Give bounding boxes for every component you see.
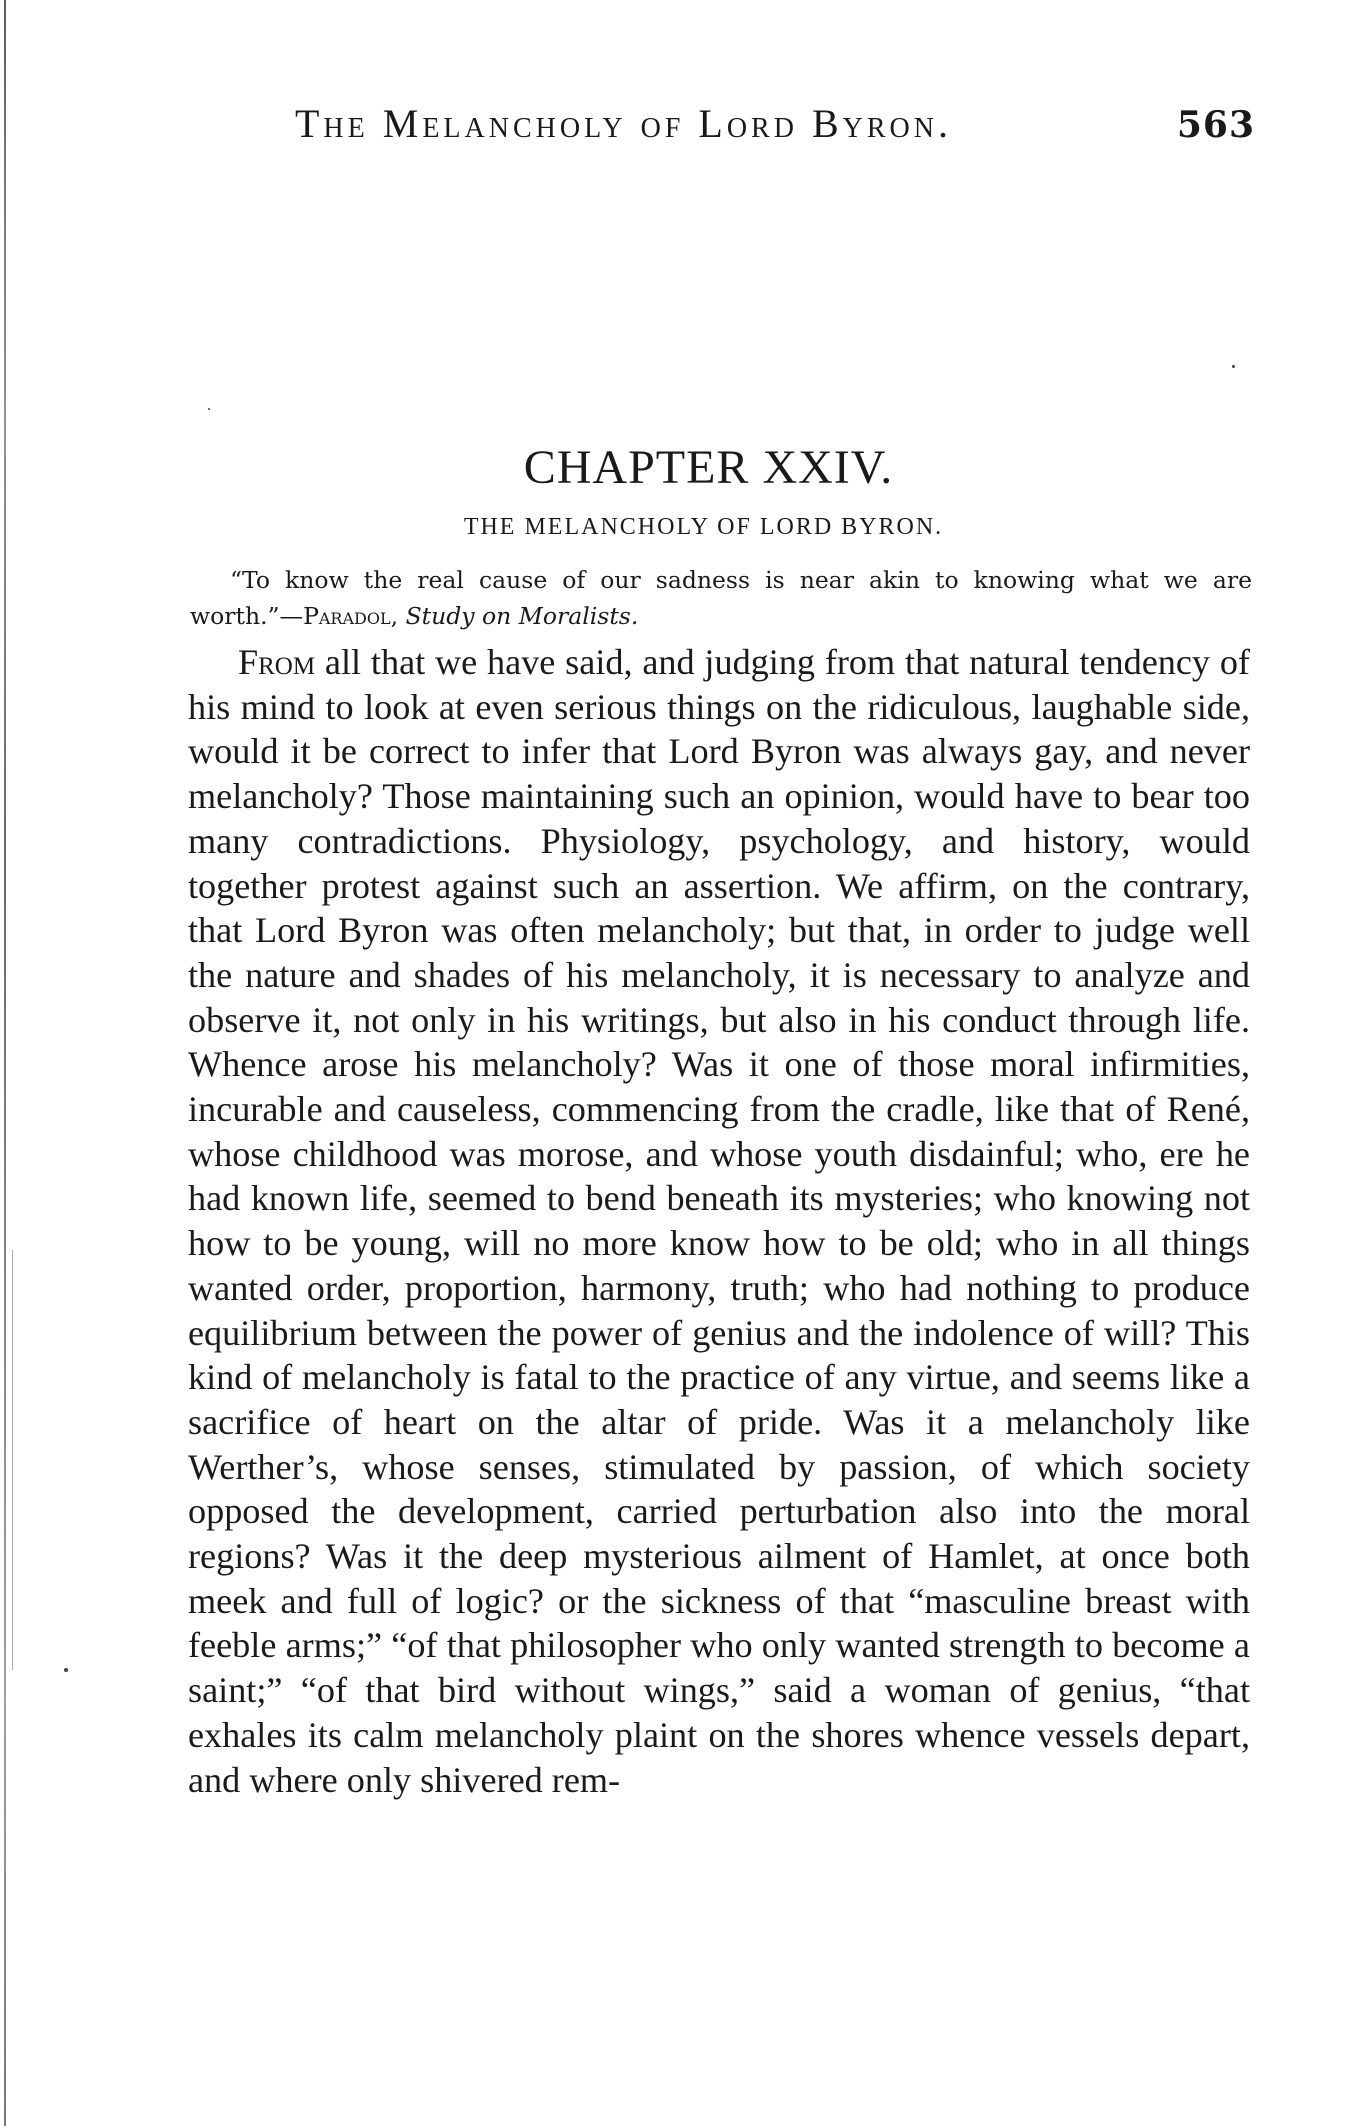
running-head (295, 100, 1255, 160)
running-head-title: The Melancholy of Lord Byron. (295, 101, 952, 146)
chapter-heading: CHAPTER XXIV. (523, 441, 894, 494)
epigraph-quote: “To know the real cause of our sadness is near akin to knowing what we are worth.”— (190, 566, 1252, 630)
scan-edge-artifact (4, 0, 6, 2126)
body-lead-word: From (238, 642, 316, 682)
epigraph (190, 562, 1252, 634)
scan-speck (1232, 365, 1235, 368)
scan-speck (64, 1668, 68, 1672)
scan-speck (208, 408, 210, 410)
epigraph-attribution-name: Paradol, (303, 602, 399, 630)
body-text: all that we have said, and judging from that natural tendency of his mind to look at even serious things on the ridiculous, laughable side, would it be correct to infer that Lord Byron was always gay, and never melancholy? Those maintaining such an opinion, would have to bear too many contradictions. Physiology, psychology, and history, would together protest against such an assertion. We affirm, on the contrary, that Lord Byron was often melancholy; but that, in order to judge well the nature and shades of his melancholy, it is necessary to analyze and observe it, not only in his writings, but also in his conduct through life. Whence arose his melancholy? Was it one of those moral infirmities, incurable and causeless, commencing from the cradle, like that of René, whose childhood was morose, and whose youth disdainful; who, ere he had known life, seemed to bend beneath its mysteries; who knowing not how to be young, will no more know how to be old; who in all things wanted order, proportion, harmony, truth; who had nothing to produce equilibrium between the power of genius and the indolence of will? This kind of melancholy is fatal to the practice of any virtue, and seems like a sacrifice of heart on the altar of pride. Was it a melancholy like Werther’s, whose senses, stimulated by passion, of which society opposed the development, carried perturbation also into the moral regions? Was it the deep mysterious ailment of Hamlet, at once both meek and full of logic? or the sickness of that “masculine breast with feeble arms;” “of that philosopher who only wanted strength to become a saint;” “of that bird without wings,” said a woman of genius, “that exhales its calm melancholy plaint on the shores whence vessels depart, and where only shivered rem- (188, 642, 1250, 1800)
epigraph-attribution-work: Study on Moralists. (405, 602, 639, 630)
page-number: 563 (1176, 104, 1255, 146)
chapter-subtitle: THE MELANCHOLY OF LORD BYRON. (463, 514, 944, 540)
scan-edge-artifact-secondary (12, 1250, 13, 1670)
body-paragraph (188, 640, 1250, 1802)
